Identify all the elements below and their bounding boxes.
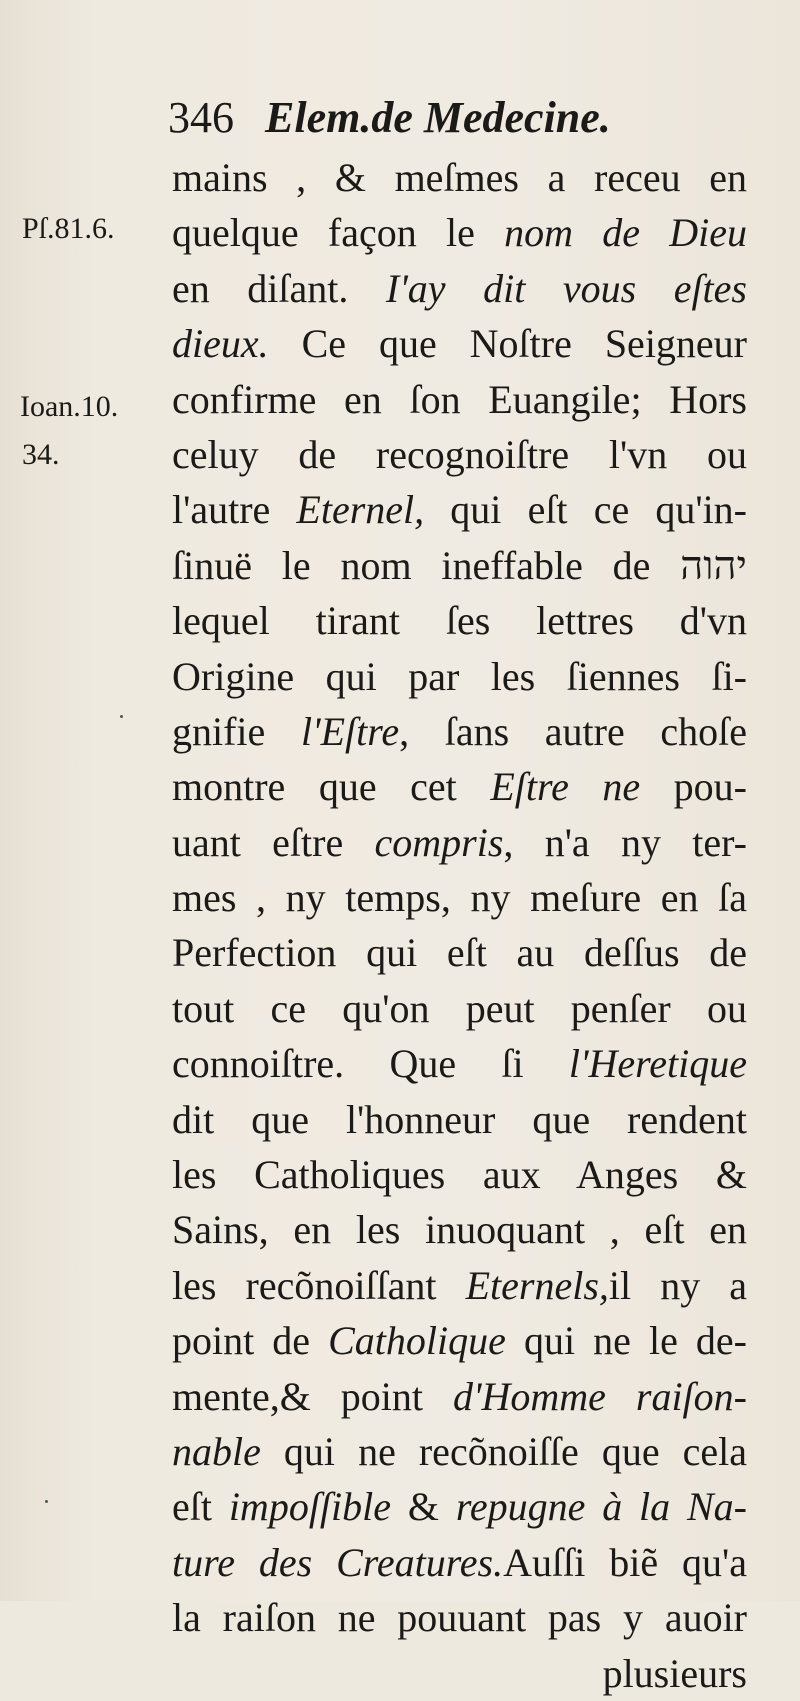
italic-text: Catholique — [328, 1318, 506, 1364]
text-line — [172, 981, 747, 1036]
margin-note-verse: 34. — [22, 438, 60, 471]
text-segment: montre que cet — [172, 764, 491, 810]
text-segment: & — [391, 1484, 456, 1530]
text-line — [172, 205, 747, 260]
text-line — [172, 1424, 747, 1479]
italic-text: nom de Dieu — [504, 210, 747, 256]
text-segment: tout ce qu'on peut penſer ou — [172, 985, 747, 1031]
italic-text: d'Homme raiſon- — [452, 1373, 747, 1419]
text-line — [172, 1479, 747, 1534]
text-segment: mains , & meſmes a receu en — [172, 155, 747, 200]
text-line — [172, 759, 747, 814]
text-segment: confirme en ſon Euangile; Hors — [172, 376, 747, 422]
text-line — [172, 482, 747, 537]
text-segment: qui ne le de- — [505, 1318, 747, 1364]
text-segment: connoiſtre. Que ſi — [172, 1041, 569, 1087]
text-line — [172, 261, 747, 316]
text-segment: celuy de recognoiſtre l'vn ou — [172, 431, 747, 477]
text-segment: mente,& point — [172, 1373, 453, 1419]
text-segment: uant eſtre — [172, 819, 375, 865]
text-segment: les Catholiques aux Anges & — [172, 1152, 747, 1198]
text-line — [172, 1646, 747, 1701]
margin-note-john: Ioan.10. — [20, 390, 119, 423]
text-segment: eſt — [172, 1484, 229, 1530]
text-segment: Perfection qui eſt au deſſus de — [172, 930, 747, 976]
text-line — [172, 593, 747, 648]
text-line — [172, 649, 747, 704]
italic-text: I'ay dit vous eſtes — [385, 265, 747, 311]
text-line — [172, 1535, 747, 1590]
body-text — [172, 150, 747, 1701]
text-line — [172, 704, 747, 759]
text-segment: Auſſi biẽ qu'a — [503, 1539, 747, 1585]
text-line — [172, 815, 747, 870]
italic-text: repugne à la Na- — [455, 1484, 747, 1530]
italic-text: dieux. — [172, 321, 269, 367]
text-line — [172, 1092, 747, 1147]
text-segment: les recõnoiſſant — [172, 1262, 466, 1308]
text-segment: , ſans autre choſe — [399, 708, 747, 754]
text-line — [172, 870, 747, 925]
running-title: Elem.de Medecine. — [265, 93, 611, 142]
text-segment: Origine qui par les ſiennes ſi- — [172, 653, 747, 699]
text-segment: gnifie — [172, 708, 301, 754]
text-line — [172, 1202, 747, 1257]
text-segment: quelque façon le — [172, 210, 505, 256]
text-line — [172, 1313, 747, 1368]
italic-text: ture des Creatures. — [172, 1539, 504, 1585]
italic-text: l'Eſtre — [300, 708, 400, 754]
text-segment: plusieurs — [602, 1650, 747, 1696]
text-segment: Ce que Noſtre Seigneur — [268, 321, 747, 367]
ink-speck — [120, 715, 123, 718]
text-line — [172, 1147, 747, 1202]
text-segment: il ny a — [608, 1262, 748, 1308]
text-segment: point de — [172, 1318, 329, 1364]
italic-text: compris — [374, 819, 504, 865]
italic-text: impoſſible — [228, 1484, 392, 1530]
ink-speck — [45, 1500, 48, 1503]
text-line — [172, 316, 747, 371]
text-segment: qui ne recõnoiſſe que cela — [260, 1428, 747, 1474]
italic-text: Eternels, — [465, 1262, 609, 1308]
text-line — [172, 150, 747, 205]
text-segment: la raiſon ne pouuant pas y auoir — [172, 1595, 747, 1641]
text-segment: Sains, en les inuoquant , eſt en — [172, 1207, 747, 1253]
text-line — [172, 427, 747, 482]
text-line — [172, 1369, 747, 1424]
text-segment: , n'a ny ter- — [503, 819, 747, 865]
italic-text: Eternel, — [296, 487, 425, 533]
text-line — [172, 925, 747, 980]
text-segment: mes , ny temps, ny meſure en ſa — [172, 875, 747, 921]
page-header — [168, 92, 611, 143]
text-segment: qui eſt ce qu'in- — [424, 487, 747, 533]
page-number: 346 — [168, 93, 234, 142]
italic-text: Eſtre ne — [490, 764, 641, 810]
text-segment: l'autre — [172, 487, 297, 533]
text-line — [172, 538, 747, 593]
text-line — [172, 1036, 747, 1091]
text-line — [172, 372, 747, 427]
text-segment: dit que l'honneur que rendent — [172, 1096, 747, 1142]
italic-text: l'Heretique — [568, 1041, 747, 1087]
italic-text: nable — [172, 1428, 261, 1474]
text-segment: pou- — [640, 764, 747, 810]
margin-note-psalm: Pſ.81.6. — [22, 212, 115, 245]
text-segment: ſinuë le nom ineffable de יהוה — [172, 542, 747, 588]
text-segment: en diſant. — [172, 265, 386, 311]
text-line — [172, 1590, 747, 1645]
text-segment: lequel tirant ſes lettres d'vn — [172, 598, 747, 644]
text-line — [172, 1258, 747, 1313]
